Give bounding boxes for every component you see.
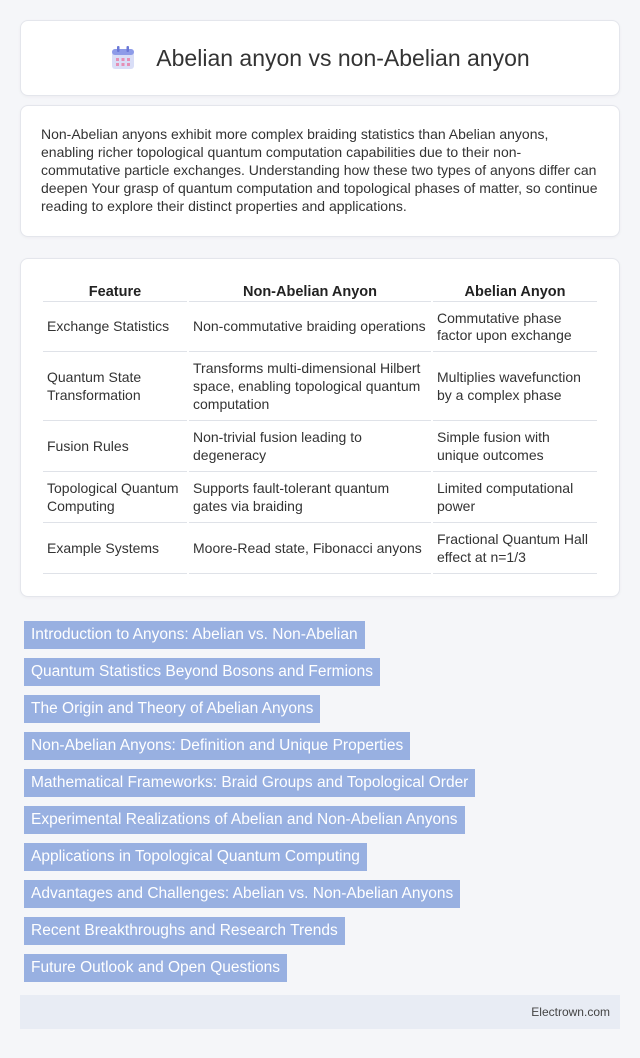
table-cell: Transforms multi-dimensional Hilbert space, enabling topological quantum computation [189, 354, 431, 421]
table-row [43, 423, 597, 472]
table-cell: Non-trivial fusion leading to degeneracy [189, 423, 431, 472]
toc-link[interactable]: Future Outlook and Open Questions [24, 954, 287, 982]
comparison-table [41, 280, 599, 576]
page-title: Abelian anyon vs non-Abelian anyon [156, 44, 530, 71]
table-row [43, 304, 597, 353]
table-cell: Limited computational power [433, 474, 597, 523]
toc-link[interactable]: Introduction to Anyons: Abelian vs. Non-Abelian [24, 621, 365, 649]
page-header [20, 20, 620, 96]
toc-link[interactable]: Mathematical Frameworks: Braid Groups and Topological Order [24, 769, 475, 797]
table-cell: Quantum State Transformation [43, 354, 187, 421]
table-cell: Fractional Quantum Hall effect at n=1/3 [433, 525, 597, 574]
page-footer [20, 995, 620, 1029]
toc-link[interactable]: Quantum Statistics Beyond Bosons and Fermions [24, 658, 380, 686]
table-cell: Commutative phase factor upon exchange [433, 304, 597, 353]
table-cell: Example Systems [43, 525, 187, 574]
table-cell: Multiplies wavefunction by a complex phase [433, 354, 597, 421]
comparison-card [20, 258, 620, 597]
table-cell: Supports fault-tolerant quantum gates via braiding [189, 474, 431, 523]
column-header-abelian: Abelian Anyon [433, 282, 597, 302]
column-header-non-abelian: Non-Abelian Anyon [189, 282, 431, 302]
table-cell: Exchange Statistics [43, 304, 187, 353]
footer-site-name: Electrown.com [531, 1004, 610, 1019]
calendar-icon [110, 45, 136, 71]
toc-link[interactable]: Non-Abelian Anyons: Definition and Unique Properties [24, 732, 410, 760]
table-cell: Non-commutative braiding operations [189, 304, 431, 353]
table-of-contents [20, 621, 620, 991]
table-row [43, 354, 597, 421]
toc-link[interactable]: Experimental Realizations of Abelian and Non-Abelian Anyons [24, 806, 465, 834]
table-row [43, 525, 597, 574]
intro-card [20, 105, 620, 237]
table-header-row [43, 282, 597, 302]
table-row [43, 474, 597, 523]
toc-link[interactable]: Applications in Topological Quantum Computing [24, 843, 367, 871]
column-header-feature: Feature [43, 282, 187, 302]
toc-link[interactable]: The Origin and Theory of Abelian Anyons [24, 695, 320, 723]
toc-link[interactable]: Advantages and Challenges: Abelian vs. Non-Abelian Anyons [24, 880, 460, 908]
table-cell: Moore-Read state, Fibonacci anyons [189, 525, 431, 574]
table-cell: Topological Quantum Computing [43, 474, 187, 523]
table-cell: Fusion Rules [43, 423, 187, 472]
intro-text: Non-Abelian anyons exhibit more complex braiding statistics than Abelian anyons, enabling richer topological quantum computation capabilities due to their non-commutative particle exchanges. Understanding how these two types of anyons differ can deepen Your grasp of quantum computation and topological phases of matter, so continue reading to explore their distinct properties and applications. [41, 126, 598, 214]
toc-link[interactable]: Recent Breakthroughs and Research Trends [24, 917, 345, 945]
table-cell: Simple fusion with unique outcomes [433, 423, 597, 472]
